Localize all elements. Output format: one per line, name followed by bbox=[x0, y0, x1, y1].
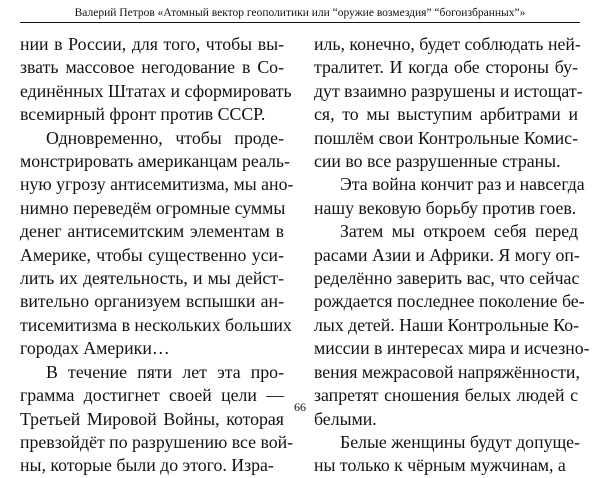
text-line: Эта война кончит раз и навсегда bbox=[340, 174, 585, 195]
paragraph bbox=[20, 33, 292, 127]
text-line: вения межрасовой напряжённости, bbox=[314, 361, 580, 382]
text-line: рождается последнее поколение бе- bbox=[314, 291, 585, 312]
text-line: Америке, чтобы существенно уси- bbox=[20, 244, 284, 265]
text-line: Затем мы откроем себя перед bbox=[340, 221, 578, 242]
text-line: грамма достигнет своей цели — bbox=[20, 385, 284, 406]
text-line: лых детей. Наши Контрольные Ко- bbox=[314, 314, 580, 335]
text-line: нии в России, для того, чтобы вы- bbox=[20, 34, 284, 54]
text-line: ны только к чёрным мужчинам, а bbox=[314, 455, 566, 476]
text-line: расами Азии и Африки. Я могу оп- bbox=[314, 244, 580, 265]
text-line: ся, то мы выступим арбитрами и bbox=[314, 104, 578, 125]
text-line: иль, конечно, будет соблюдать ней- bbox=[314, 34, 581, 54]
text-line: Одновременно, чтобы проде- bbox=[46, 127, 284, 148]
paragraph bbox=[314, 173, 585, 220]
running-header: Валерий Петров «Атомный вектор геополитики или “оружие возмездия” “богоизбранных”» bbox=[74, 7, 526, 19]
text-line: сии во все разрушенные страны. bbox=[314, 151, 561, 172]
text-line: монстрировать американцам реаль- bbox=[20, 151, 290, 172]
text-line: городах Америки… bbox=[20, 338, 170, 359]
text-line: вительно организуем вспышки ан- bbox=[20, 291, 284, 312]
text-line: превзойдёт по разрушению все вой- bbox=[20, 431, 294, 452]
text-line: ределённо заверить вас, что сейчас bbox=[314, 268, 580, 289]
text-line: тралитет. И когда обе стороны бу- bbox=[314, 57, 578, 78]
text-line: тисемитизма в нескольких больших bbox=[20, 314, 292, 335]
text-line: дут взаимно разрушены и истощат- bbox=[314, 80, 583, 101]
header-rule bbox=[20, 22, 580, 23]
text-line: единённых Штатах и сформировать bbox=[20, 80, 292, 101]
text-line: В течение пяти лет эта про- bbox=[46, 361, 284, 382]
text-line: всемирный фронт против СССР. bbox=[20, 104, 266, 125]
text-line: ную угрозу антисемитизма, мы ано- bbox=[20, 174, 294, 195]
text-line: Белые женщины будут допуще- bbox=[340, 431, 580, 452]
text-line: белыми. bbox=[314, 408, 377, 429]
text-line: денег антисемитским элементам в bbox=[20, 221, 284, 242]
paragraph bbox=[314, 431, 578, 478]
text-line: нашу вековую борьбу против гоев. bbox=[314, 197, 577, 218]
text-line: миссии в интересах мира и исчезно- bbox=[314, 338, 590, 359]
text-line: звать массовое негодование в Со- bbox=[20, 57, 284, 78]
paragraph bbox=[20, 361, 294, 478]
paragraph bbox=[20, 127, 294, 361]
text-line: пошлём свои Контрольные Комис- bbox=[314, 127, 578, 148]
paragraph bbox=[314, 33, 583, 173]
text-line: нимно переведём огромные суммы bbox=[20, 197, 286, 218]
text-line: ны, которые были до этого. Изра- bbox=[20, 455, 274, 476]
page-number: 66 bbox=[294, 400, 306, 414]
text-line: лить их деятельность, и мы дейст- bbox=[20, 268, 284, 289]
text-line: запретят сношения белых людей с bbox=[314, 385, 578, 406]
text-line: Третьей Мировой Войны, которая bbox=[20, 408, 284, 429]
